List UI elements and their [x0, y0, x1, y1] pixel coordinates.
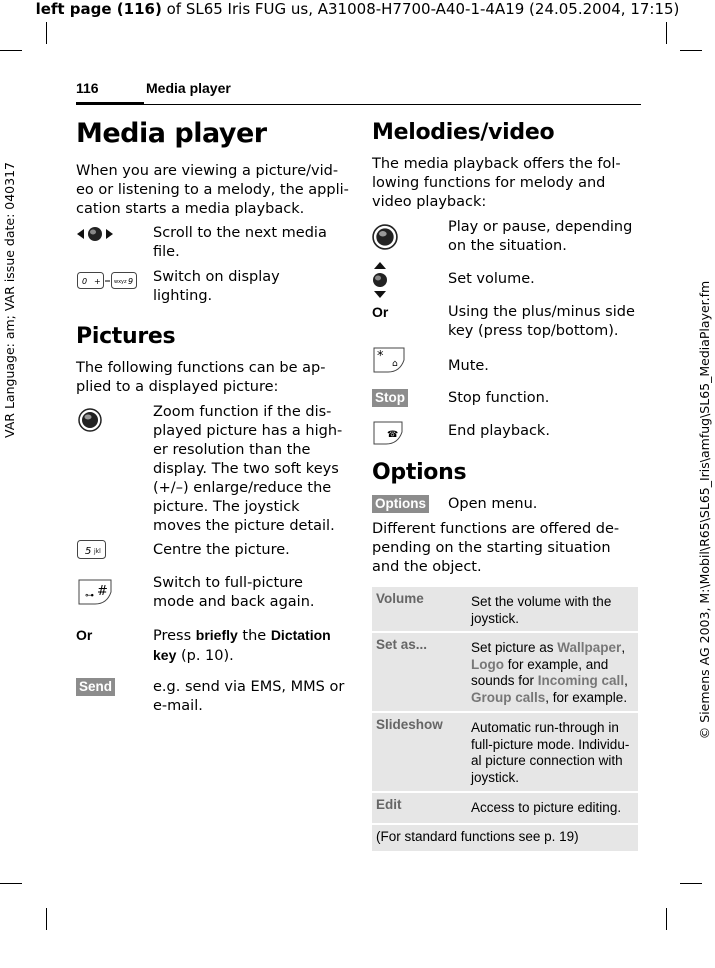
- header-rule-thick: [76, 102, 144, 105]
- table-value: Set the volume with the joystick.: [471, 594, 612, 626]
- crop-mark: [680, 883, 702, 884]
- item-zoom-text: Zoom function if the dis- played picture has a high- er resolution than the display. The two soft keys (+/–) enlarge/reduce the picture. The joystick moves the picture detail.: [153, 404, 343, 534]
- mute-text: Mute.: [448, 358, 489, 374]
- crop-mark: [680, 50, 702, 51]
- stop-text: Stop function.: [448, 390, 550, 406]
- table-key: Slideshow: [376, 717, 443, 732]
- table-footer: (For standard functions see p. 19): [376, 829, 579, 844]
- table-key: Volume: [376, 591, 424, 606]
- or-label-left: Or: [76, 627, 93, 643]
- item-play-text: Play or pause, depending on the situation.: [448, 219, 633, 254]
- joystick-up-down-icon: [373, 262, 387, 302]
- svg-text:⊶: ⊶: [85, 591, 94, 601]
- crop-mark: [666, 908, 667, 930]
- svg-text:#: #: [97, 584, 108, 599]
- key-5-icon: [77, 540, 107, 564]
- options-text: Open menu.: [448, 496, 538, 512]
- section-pictures-heading: Pictures: [76, 324, 176, 349]
- right-margin-text: © Siemens AG 2003, M:\Mobil\R65\SL65_Iris\amfug\SL65_MediaPlayer.fm: [697, 280, 712, 740]
- table-row: [372, 633, 638, 713]
- intro-paragraph: When you are viewing a picture/vid- eo or listening to a melody, the appli- cation starts a media playback.: [76, 163, 349, 217]
- joystick-press-icon: [78, 408, 102, 436]
- svg-text:5: 5: [85, 546, 92, 557]
- item-lighting-text: Switch on display lighting.: [153, 269, 280, 304]
- send-softkey: Send: [76, 678, 115, 696]
- star-key-icon: [372, 346, 406, 378]
- svg-text:wxyz: wxyz: [114, 279, 127, 285]
- send-text: e.g. send via EMS, MMS or e-mail.: [153, 679, 345, 714]
- or-sidekey-text: Using the plus/minus side key (press top/bottom).: [448, 304, 635, 339]
- svg-text:9: 9: [128, 277, 134, 286]
- running-title: Media player: [146, 80, 231, 96]
- end-key-icon: [372, 420, 404, 450]
- table-row: [372, 793, 638, 825]
- crop-mark: [0, 50, 22, 51]
- svg-text:0: 0: [82, 277, 88, 286]
- header-rule: [76, 104, 641, 105]
- table-row: [372, 713, 638, 793]
- joystick-left-right-icon: [77, 226, 113, 246]
- page-number: 116: [76, 80, 99, 96]
- options-softkey: Options: [372, 495, 429, 513]
- table-key: Set as...: [376, 637, 428, 652]
- svg-text:☎: ☎: [387, 430, 399, 440]
- svg-text:⌂: ⌂: [392, 359, 398, 369]
- end-text: End playback.: [448, 423, 550, 439]
- pictures-intro: The following functions can be ap- plied to a displayed picture:: [76, 360, 326, 395]
- table-value: Automatic run-through in full-picture mode. Individu- al picture connection with joystick.: [471, 720, 630, 785]
- crop-mark: [0, 883, 22, 884]
- crop-mark: [666, 22, 667, 44]
- left-margin-text: VAR Language: am; VAR issue date: 040317: [2, 162, 17, 438]
- page-title: Media player: [76, 118, 267, 149]
- table-row: [372, 587, 638, 633]
- crop-mark: [46, 908, 47, 930]
- section-options-heading: Options: [372, 460, 467, 485]
- item-centre-text: Centre the picture.: [153, 542, 290, 558]
- joystick-press-icon: [372, 224, 398, 254]
- print-header-bold: left page (116): [35, 0, 162, 18]
- key-0-to-9-icon: [77, 272, 137, 294]
- crop-mark: [46, 22, 47, 44]
- item-volume-text: Set volume.: [448, 271, 535, 287]
- table-footer-row: [372, 825, 638, 853]
- item-fullpicture-text: Switch to full-picture mode and back again.: [153, 575, 315, 610]
- print-header-rest: of SL65 Iris FUG us, A31008-H7700-A40-1-4A19 (24.05.2004, 17:15): [161, 0, 680, 18]
- or-label-right: Or: [372, 304, 389, 320]
- or-dictation-text: Press briefly the Dictation key (p. 10).: [153, 627, 331, 664]
- table-value: Set picture as Wallpaper, Logo for example, and sounds for Incoming call, Group calls, for example.: [471, 640, 628, 705]
- section-melodies-heading: Melodies/video: [372, 120, 555, 145]
- print-header: [0, 0, 715, 18]
- svg-text:+: +: [94, 277, 101, 286]
- table-key: Edit: [376, 797, 402, 812]
- melodies-intro: The media playback offers the fol- lowing functions for melody and video playback:: [372, 156, 621, 210]
- options-table: [372, 587, 638, 853]
- item-scroll-text: Scroll to the next media file.: [153, 225, 327, 260]
- table-value: Access to picture editing.: [471, 800, 622, 815]
- options-description: Different functions are offered de- pending on the starting situation and the object.: [372, 521, 620, 575]
- svg-text:*: *: [377, 349, 384, 364]
- hash-key-icon: [77, 578, 113, 610]
- stop-softkey: Stop: [372, 389, 408, 407]
- svg-text:jkl: jkl: [94, 548, 101, 555]
